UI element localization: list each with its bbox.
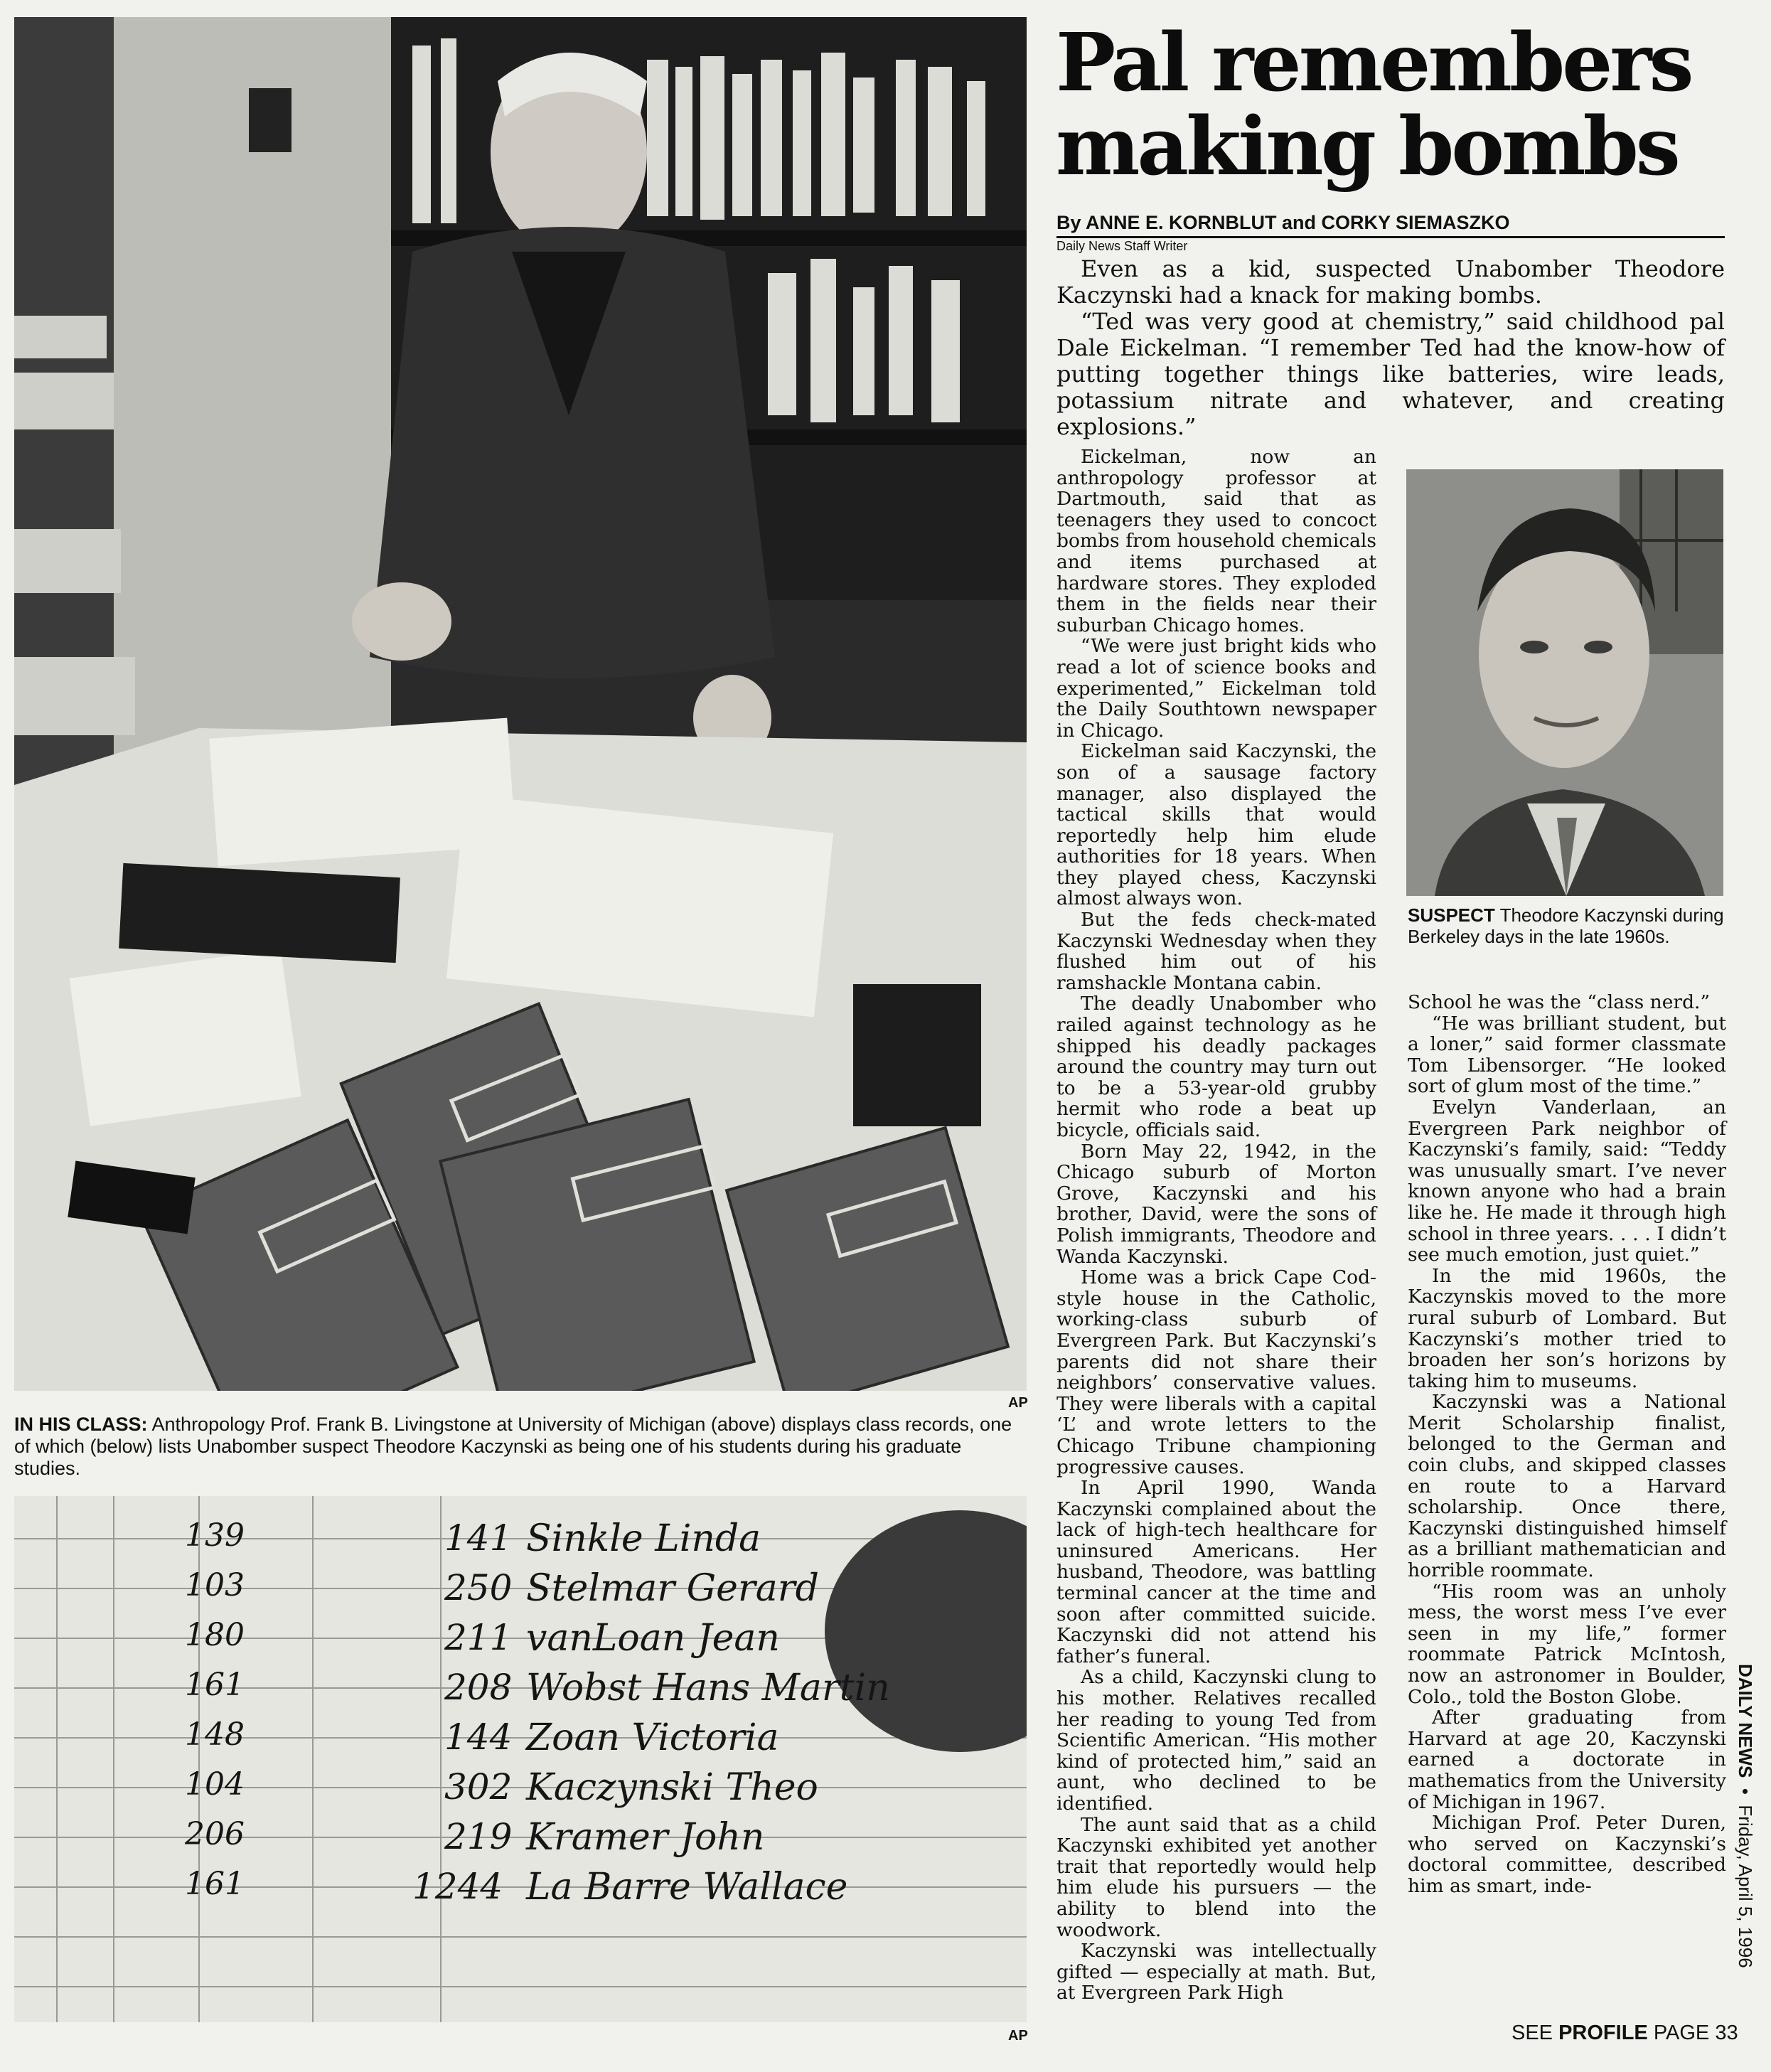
register-score: 180 [185,1617,245,1653]
caption-suspect-lead: SUSPECT [1408,904,1495,926]
byline-rule [1056,236,1725,238]
lede-paragraph: Even as a kid, suspected Unabomber Theodore Kaczynski had a knack for making bombs. [1056,255,1725,309]
article-column-left [1056,447,1376,2004]
register-name: Wobst Hans Martin [526,1667,890,1709]
register-row [14,1716,1010,1766]
jump-keyword: PROFILE [1558,2022,1648,2044]
register-name: Stelmar Gerard [526,1567,819,1610]
article-column-right [1408,992,1726,1897]
register-number: 219 [444,1816,513,1857]
register-score: 161 [185,1866,245,1902]
headline-line-2: making bombs [1056,100,1678,193]
body-paragraph: Home was a brick Cape Cod-style house in the Catholic, working-class suburb of Evergreen Park. But Kaczynski’s parents did not share their neighbors’ conservative values. They were liberals with a capital ‘L’ and wrote letters to the Chicago Tribune championing progressive causes. [1056,1266,1376,1478]
register-score: 161 [185,1667,245,1703]
body-paragraph: The aunt said that as a child Kaczynski exhibited yet another trait that reportedly would help him elude his pursuers — the ability to blend into the woodwork. [1056,1813,1376,1941]
register-name: Sinkle Linda [526,1517,761,1560]
register-score: 104 [185,1766,245,1803]
register-score: 103 [185,1567,245,1603]
staff-line: Daily News Staff Writer [1056,239,1188,253]
photo-credit-main: AP [1008,1395,1028,1411]
register-score: 206 [185,1816,245,1852]
body-paragraph: “He was brilliant student, but a loner,” said former classmate Tom Libensorger. “He looked sort of glum most of the time.” [1408,1012,1726,1098]
body-paragraph: In the mid 1960s, the Kaczynskis moved to the more rural suburb of Lombard. But Kaczynski’s mother tried to broaden her son’s horizons by taking him to museums. [1408,1264,1726,1392]
register-score: 148 [185,1716,245,1753]
body-paragraph: “His room was an unholy mess, the worst mess I’ve ever seen in my life,” former roommate Patrick McIntosh, now an astronomer in Boulder, Colo., told the Boston Globe. [1408,1580,1726,1708]
register-row [14,1816,1010,1866]
register-row [14,1517,1010,1567]
photo-suspect [1406,469,1723,896]
body-paragraph: After graduating from Harvard at age 20, Kaczynski earned a doctorate in mathematics from the University of Michigan in 1967. [1408,1707,1726,1813]
body-paragraph: The deadly Unabomber who railed against technology as he shipped his deadly packages around the country may turn out to be a 53-year-old grubby hermit who rode a beat up bicycle, officials said. [1056,993,1376,1141]
body-paragraph: School he was the “class nerd.” [1408,991,1711,1013]
register-row [14,1617,1010,1667]
body-paragraph: Kaczynski was a National Merit Scholarship finalist, belonged to the German and coin clubs, and skipped classes en route to a Harvard scholarship. Once there, Kaczynski distinguished himself as a brilliant mathematician and horrible roommate. [1408,1391,1726,1582]
jump-line [1511,2022,1738,2045]
jump-prefix: SEE [1511,2022,1559,2044]
headline-line-1: Pal remembers [1056,16,1691,110]
folio-publication: DAILY NEWS [1735,1664,1756,1778]
photo-professor-class-records [14,17,1027,1391]
register-number: 302 [444,1766,513,1807]
register-name: Kaczynski Theo [526,1766,818,1809]
body-paragraph: Eickelman said Kaczynski, the son of a sausage factory manager, also displayed the tactical skills that would reportedly help him elude authorities for 18 years. When they played chess, Kaczynski almost always won. [1056,740,1376,910]
register-name: vanLoan Jean [526,1617,780,1660]
register-number: 250 [444,1567,513,1608]
body-paragraph: Evelyn Vanderlaan, an Evergreen Park neighbor of Kaczynski’s family, said: “Teddy was unusually smart. I’ve never known anyone who had a brain like he. He made it through high school in three years. . . . I didn’t see much emotion, just quiet.” [1408,1096,1726,1266]
register-name: Zoan Victoria [526,1716,779,1759]
register-score: 139 [185,1517,245,1554]
register-name: La Barre Wallace [526,1866,848,1908]
caption-main-text: Anthropology Prof. Frank B. Livingstone at University of Michigan (above) displays class records, one of which (below) lists Unabomber suspect Theodore Kaczynski as being one of his students during his graduate studies. [14,1414,1012,1479]
headline [1056,16,1753,193]
register-row [14,1866,1010,1916]
photo-credit-register: AP [1008,2028,1028,2044]
article-lede [1056,256,1725,440]
register-number: 1244 [412,1866,503,1907]
page-folio [1721,1664,1763,2062]
register-name: Kramer John [526,1816,765,1859]
byline: By ANNE E. KORNBLUT and CORKY SIEMASZKO [1056,212,1510,233]
body-paragraph: In April 1990, Wanda Kaczynski complained about the lack of high-tech healthcare for uninsured Americans. Her husband, Theodore, was battling terminal cancer at the time and soon after committed suicide. Kaczynski did not attend his father’s funeral. [1056,1477,1376,1667]
body-paragraph: Michigan Prof. Peter Duren, who served on Kaczynski’s doctoral committee, described him as smart, inde- [1408,1812,1726,1897]
register-number: 144 [444,1716,513,1758]
folio-date: Friday, April 5, 1996 [1735,1805,1756,1968]
jump-suffix: PAGE 33 [1647,2022,1738,2044]
suspect-portrait [1406,469,1723,896]
caption-main-lead: IN HIS CLASS: [14,1414,148,1435]
body-paragraph: Kaczynski was intellectually gifted — especially at math. But, at Evergreen Park High [1056,1940,1376,2004]
register-number: 208 [444,1667,513,1708]
register-number: 141 [444,1517,513,1559]
lede-paragraph: “Ted was very good at chemistry,” said childhood pal Dale Eickelman. “I remember Ted had the know-how of putting together things like batteries, wire leads, potassium nitrate and whatever, and creating explosions.” [1056,308,1725,440]
body-paragraph: Eickelman, now an anthropology professor at Dartmouth, said that as teenagers they used to concoct bombs from household chemicals and items purchased at hardware stores. They exploded them in the fields near their suburban Chicago homes. [1056,446,1376,636]
caption-suspect-text: Theodore Kaczynski during Berkeley days in the late 1960s. [1408,904,1724,947]
caption-main [14,1414,1028,1480]
body-paragraph: As a child, Kaczynski clung to his mother. Relatives recalled her reading to young Ted from Scientific American. “His mother kind of protected him,” said an aunt, who declined to be identified. [1056,1666,1376,1815]
body-paragraph: But the feds check-mated Kaczynski Wednesday when they flushed him out of his ramshackle Montana cabin. [1056,909,1376,994]
register-number: 211 [444,1617,513,1658]
register-row [14,1766,1010,1816]
folio-text: DAILY NEWS • Friday, April 5, 1996 [1735,1664,1756,1968]
photo-illustration [14,17,1027,1391]
body-paragraph: “We were just bright kids who read a lot of science books and experimented,” Eickelman told the Daily Southtown newspaper in Chicago. [1056,635,1376,742]
register-row [14,1567,1010,1617]
register-row [14,1667,1010,1716]
body-paragraph: Born May 22, 1942, in the Chicago suburb of Morton Grove, Kaczynski and his brother, David, were the sons of Polish immigrants, Theodore and Wanda Kaczynski. [1056,1140,1376,1268]
caption-suspect [1408,904,1725,947]
photo-class-register [14,1496,1027,2022]
